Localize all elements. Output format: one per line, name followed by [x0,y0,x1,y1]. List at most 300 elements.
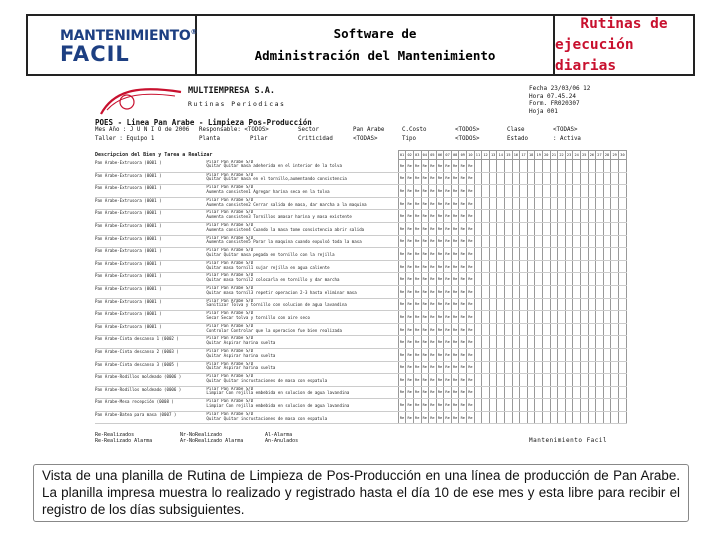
day-cell: Re [459,235,467,248]
day-cell [474,336,482,349]
table-row [95,248,627,261]
row-task [206,336,398,349]
day-cell [618,273,626,286]
day-cell: Re [413,399,421,412]
logo-cell [28,16,197,74]
row-task [206,210,398,223]
day-cell: Re [436,323,444,336]
day-cell [543,411,551,424]
day-cell [565,210,573,223]
day-cell: Re [459,361,467,374]
day-cell [535,285,543,298]
day-cell: Re [398,336,406,349]
day-cell: Re [406,160,414,173]
day-cell: Re [451,260,459,273]
day-cell [505,273,513,286]
day-cell [505,235,513,248]
day-cell [573,260,581,273]
day-cell: Re [406,248,414,261]
day-cell [611,273,619,286]
day-cell [550,285,558,298]
day-cell: Re [429,185,437,198]
day-cell [505,323,513,336]
day-cell [482,273,490,286]
grid-header-day: 28 [603,151,611,160]
day-cell [596,235,604,248]
day-cell: Re [421,374,429,387]
day-cell: Re [429,222,437,235]
day-cell: Re [444,273,452,286]
grid-header-day: 19 [535,151,543,160]
day-cell [474,210,482,223]
day-cell: Re [436,298,444,311]
grid-header-day: 15 [505,151,513,160]
row-task [206,160,398,173]
day-cell: Re [444,160,452,173]
day-cell: Re [406,298,414,311]
day-cell [512,185,520,198]
day-cell: Re [406,311,414,324]
table-row [95,411,627,424]
day-cell: Re [459,222,467,235]
grid-header-day: 10 [467,151,475,160]
caption-text: Vista de una planilla de Rutina de Limpieza de Pos-Producción en una línea de producción de Pan Arabe. La planilla impresa muestra lo realizado y registrado hasta el día 10 de ese mes y esta libre para recibir el registro de los días subsiguientes. [42,468,680,517]
day-cell [580,361,588,374]
day-cell: Re [398,222,406,235]
day-cell [505,298,513,311]
day-cell [482,374,490,387]
day-cell: Re [467,172,475,185]
day-cell [520,386,528,399]
day-cell [550,399,558,412]
day-cell [618,185,626,198]
day-cell: Re [451,386,459,399]
day-cell: Re [413,411,421,424]
day-cell: Re [406,336,414,349]
row-task [206,374,398,387]
day-cell: Re [444,411,452,424]
day-cell [573,323,581,336]
day-cell [603,298,611,311]
day-cell: Re [421,361,429,374]
day-cell: Re [421,386,429,399]
day-cell [527,361,535,374]
day-cell [603,197,611,210]
day-cell: Re [467,273,475,286]
day-cell: Re [429,323,437,336]
day-cell [550,235,558,248]
filter-estado-label: Estado [507,136,528,142]
row-task-line: Pilar Pan Arabe S/D [206,172,254,177]
day-cell [474,248,482,261]
day-cell [482,285,490,298]
day-cell: Re [406,399,414,412]
day-cell [618,160,626,173]
day-cell: Re [398,323,406,336]
table-row [95,273,627,286]
row-task-line: Aumenta consisten1 Agregar harina seca en la tolva [206,188,330,194]
row-task-line: Pilar Pan Arabe S/D [206,361,254,366]
day-cell: Re [413,348,421,361]
grid-header-day: 05 [429,151,437,160]
day-cell: Re [421,185,429,198]
row-asset: Pan Arabe-Mesa recepción (0008 ) [95,399,206,412]
day-cell [618,399,626,412]
day-cell [520,348,528,361]
day-cell [580,411,588,424]
day-cell [543,197,551,210]
day-cell [497,311,505,324]
day-cell [520,235,528,248]
day-cell [512,160,520,173]
legend-item: Al-Alarma [265,432,293,438]
day-cell: Re [459,323,467,336]
row-task-line: Aumenta consisten5 Parar la maquina cuando expulsó toda la masa [206,239,362,245]
day-cell: Re [398,374,406,387]
day-cell [565,273,573,286]
day-cell [618,336,626,349]
grid-header-desc: Descripcion del Bien y Tarea a Realizar [95,152,213,158]
day-cell [520,336,528,349]
day-cell [505,172,513,185]
day-cell [520,298,528,311]
filter-tipo-label: Tipo [402,136,416,142]
day-cell: Re [467,160,475,173]
day-cell [474,222,482,235]
day-cell [580,210,588,223]
day-cell [596,160,604,173]
day-cell [512,172,520,185]
day-cell: Re [398,160,406,173]
day-cell [611,197,619,210]
day-cell [512,222,520,235]
day-cell [535,197,543,210]
day-cell: Re [444,311,452,324]
grid-header-day: 03 [413,151,421,160]
row-asset: Pan Arabe-Extrusora (0001 ) [95,248,206,261]
day-cell [596,185,604,198]
document-subtitle: Rutinas Periodicas [188,100,286,108]
filter-sector-value: Pan Arabe [353,127,385,133]
day-cell [527,235,535,248]
day-cell: Re [406,185,414,198]
day-cell [603,160,611,173]
day-cell [573,248,581,261]
day-cell [497,285,505,298]
day-cell [558,386,566,399]
row-task [206,323,398,336]
day-cell [573,399,581,412]
day-cell [558,222,566,235]
day-cell [596,348,604,361]
day-cell [603,210,611,223]
day-cell [482,160,490,173]
day-cell [482,248,490,261]
day-cell [512,260,520,273]
day-cell: Re [436,172,444,185]
day-cell [596,197,604,210]
row-task [206,248,398,261]
day-cell [474,348,482,361]
day-cell: Re [467,248,475,261]
row-task-line: Pilar Pan Arabe S/D [206,247,254,253]
day-cell [489,323,497,336]
day-cell [535,374,543,387]
logo-line1: MANTENIMIENTO [60,28,191,44]
day-cell [603,260,611,273]
day-cell [512,235,520,248]
grid-header-day: 01 [398,151,406,160]
day-cell: Re [436,185,444,198]
day-cell: Re [436,235,444,248]
day-cell: Re [451,411,459,424]
day-cell: Re [459,374,467,387]
day-cell [558,248,566,261]
day-cell [588,222,596,235]
day-cell [611,374,619,387]
day-cell [482,235,490,248]
day-cell [482,386,490,399]
day-cell [482,210,490,223]
day-cell [497,336,505,349]
day-cell [535,386,543,399]
day-cell [588,248,596,261]
day-cell [474,285,482,298]
day-cell: Re [398,172,406,185]
day-cell [588,197,596,210]
legend-item: An-Anulados [265,438,299,444]
day-cell: Re [459,248,467,261]
day-cell [603,399,611,412]
day-cell: Re [467,210,475,223]
row-task-line: Controlar Controlar que la operacion fue bien realizada [206,327,342,333]
day-cell [580,248,588,261]
day-cell [580,285,588,298]
day-cell [497,248,505,261]
day-cell [535,185,543,198]
day-cell [603,172,611,185]
day-cell: Re [429,399,437,412]
day-cell [482,260,490,273]
day-cell [474,273,482,286]
day-cell [573,160,581,173]
day-cell [573,348,581,361]
day-cell [482,197,490,210]
day-cell: Re [398,348,406,361]
day-cell: Re [467,323,475,336]
day-cell: Re [436,210,444,223]
day-cell [489,374,497,387]
day-cell: Re [421,323,429,336]
day-cell: Re [467,260,475,273]
day-cell [565,185,573,198]
day-cell: Re [406,285,414,298]
footer-brand: Mantenimiento Facil [529,437,608,444]
routine-grid [95,150,627,424]
day-cell [482,336,490,349]
day-cell: Re [451,298,459,311]
table-row [95,222,627,235]
day-cell [527,298,535,311]
day-cell [596,172,604,185]
day-cell [558,361,566,374]
row-task-line: Quitar Quitar masa adeherida en el interior de la tolva [206,163,342,169]
day-cell [565,399,573,412]
table-row [95,210,627,223]
row-task-line: Pilar Pan Arabe S/D [206,310,254,316]
day-cell [474,323,482,336]
table-row [95,285,627,298]
day-cell [573,185,581,198]
day-cell: Re [436,311,444,324]
grid-header-day: 29 [611,151,619,160]
day-cell [482,399,490,412]
day-cell: Re [459,210,467,223]
section-line2: ejecución diarias [555,36,634,74]
day-cell [558,160,566,173]
day-cell [565,222,573,235]
title-line2: Administración del Mantenimiento [254,48,496,63]
day-cell: Re [444,222,452,235]
day-cell [482,361,490,374]
day-cell [520,374,528,387]
day-cell [527,160,535,173]
row-asset: Pan Arabe-Extrusora (0001 ) [95,160,206,173]
day-cell: Re [421,411,429,424]
day-cell [611,172,619,185]
day-cell [535,273,543,286]
day-cell: Re [467,348,475,361]
logo-line2: FACIL [60,42,130,66]
row-asset: Pan Arabe-Extrusora (0001 ) [95,285,206,298]
day-cell: Re [444,348,452,361]
day-cell [558,235,566,248]
day-cell [520,172,528,185]
row-asset: Pan Arabe-Extrusora (0001 ) [95,273,206,286]
day-cell [603,222,611,235]
day-cell [565,336,573,349]
company-logo-icon [97,84,185,118]
day-cell [489,361,497,374]
row-asset: Pan Arabe-Cinta descanso 3 (0005 ) [95,361,206,374]
day-cell: Re [421,336,429,349]
row-task-line: Aumenta consisten4 Cuando la masa tome consistencia abrir salida [206,226,365,232]
row-task [206,273,398,286]
day-cell [565,348,573,361]
day-cell: Re [413,386,421,399]
day-cell: Re [421,273,429,286]
day-cell [543,336,551,349]
day-cell [580,273,588,286]
day-cell: Re [459,386,467,399]
day-cell: Re [459,298,467,311]
day-cell [565,197,573,210]
scanned-planilla [93,82,627,452]
legend-row [95,438,350,444]
day-cell [580,197,588,210]
day-cell [527,172,535,185]
day-cell [550,348,558,361]
row-task [206,185,398,198]
day-cell: Re [429,386,437,399]
day-cell [611,222,619,235]
day-cell [535,260,543,273]
day-cell [618,222,626,235]
day-cell [596,260,604,273]
day-cell: Re [444,399,452,412]
day-cell [588,386,596,399]
day-cell [535,361,543,374]
day-cell [611,386,619,399]
grid-header-day: 06 [436,151,444,160]
day-cell [558,311,566,324]
day-cell: Re [429,374,437,387]
row-task-line: Quitar masa tornil2 colocarla en tornillo y dar marcha [206,277,340,283]
day-cell [550,374,558,387]
day-cell [505,248,513,261]
day-cell: Re [406,386,414,399]
day-cell: Re [436,222,444,235]
day-cell [543,361,551,374]
day-cell: Re [413,260,421,273]
day-cell [558,285,566,298]
filters [95,127,625,145]
day-cell [550,210,558,223]
day-cell [618,323,626,336]
table-row [95,386,627,399]
day-cell [505,399,513,412]
day-cell [580,386,588,399]
filter-clase-label: Clase [507,127,525,133]
day-cell [565,311,573,324]
day-cell [512,210,520,223]
grid-header-day: 20 [543,151,551,160]
legend-item: Re-Realizado Alarma [95,438,153,444]
day-cell [474,361,482,374]
filter-row [95,136,625,145]
logo [60,28,197,66]
day-cell: Re [459,285,467,298]
day-cell: Re [444,336,452,349]
day-cell [527,273,535,286]
day-cell [588,298,596,311]
row-asset: Pan Arabe-Extrusora (0001 ) [95,172,206,185]
row-task-line: Pilar Pan Arabe S/D [206,323,254,328]
day-cell [603,361,611,374]
day-cell [603,311,611,324]
day-cell [520,399,528,412]
day-cell [603,248,611,261]
row-task [206,411,398,424]
day-cell: Re [436,336,444,349]
table-row [95,311,627,324]
day-cell [497,348,505,361]
day-cell [550,222,558,235]
day-cell: Re [459,411,467,424]
day-cell [474,160,482,173]
day-cell [474,197,482,210]
row-task-line: Pilar Pan Arabe S/D [206,260,254,265]
table-row [95,399,627,412]
day-cell: Re [429,348,437,361]
row-task-line: Quitar Aspirar harina suelta [206,340,276,346]
day-cell [565,160,573,173]
day-cell: Re [398,311,406,324]
day-cell [512,386,520,399]
plan-title: POES - Linea Pan Arabe - Limpieza Pos-Producción [95,118,312,127]
day-cell [588,374,596,387]
day-cell [550,160,558,173]
